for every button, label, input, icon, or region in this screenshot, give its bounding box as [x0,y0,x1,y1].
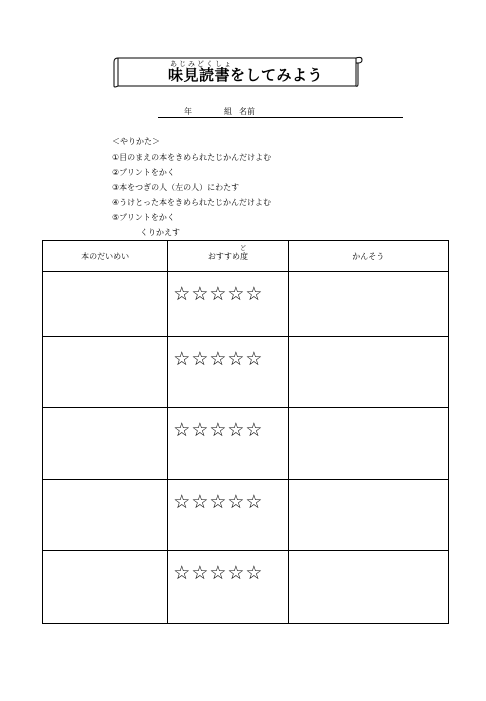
instruction-step: ⑤プリントをかく [112,213,175,222]
rating-cell[interactable] [168,408,288,480]
instruction-step: くりかえす [140,228,180,237]
header-book-title: 本のだいめい [43,241,168,272]
rating-cell[interactable] [168,272,288,337]
instruction-step: ④うけとった本をきめられたじかんだけよむ [112,198,272,207]
name-label: 名前 [239,107,255,116]
book-title-cell[interactable] [43,480,168,551]
header-recommend: おすすめ度 ど [168,241,288,272]
table-row [43,272,449,337]
instructions-heading: ＜やりかた＞ [112,137,160,146]
instruction-step: ②プリントをかく [112,168,175,177]
table-row [43,551,449,624]
star-rating[interactable]: ☆☆☆☆☆ [173,562,264,584]
page-title: 味見読書をしてみよう [168,66,324,84]
impression-cell[interactable] [288,272,448,337]
rating-cell[interactable] [168,551,288,624]
instruction-step: ①目のまえの本をきめられたじかんだけよむ [112,153,272,162]
table-row [43,480,449,551]
impression-cell[interactable] [288,480,448,551]
table-row [43,408,449,480]
star-rating[interactable]: ☆☆☆☆☆ [173,348,264,370]
class-label: 組 [224,107,232,116]
rating-cell[interactable] [168,337,288,408]
book-title-cell[interactable] [43,551,168,624]
impression-cell[interactable] [288,551,448,624]
instruction-step: ③本をつぎの人（左の人）にわたす [112,183,240,192]
book-title-cell[interactable] [43,272,168,337]
impression-cell[interactable] [288,337,448,408]
rating-cell[interactable] [168,480,288,551]
title-furigana: あじみどくしょ [170,60,233,68]
book-title-cell[interactable] [43,408,168,480]
star-rating[interactable]: ☆☆☆☆☆ [173,491,264,513]
star-rating[interactable]: ☆☆☆☆☆ [173,419,264,441]
review-table [42,240,449,624]
name-write-line[interactable] [158,117,403,118]
star-rating[interactable]: ☆☆☆☆☆ [173,283,264,305]
book-title-cell[interactable] [43,337,168,408]
impression-cell[interactable] [288,408,448,480]
recommend-ruby: ど [239,244,246,252]
header-impression: かんそう [288,241,448,272]
table-row [43,337,449,408]
year-label: 年 [184,107,192,116]
